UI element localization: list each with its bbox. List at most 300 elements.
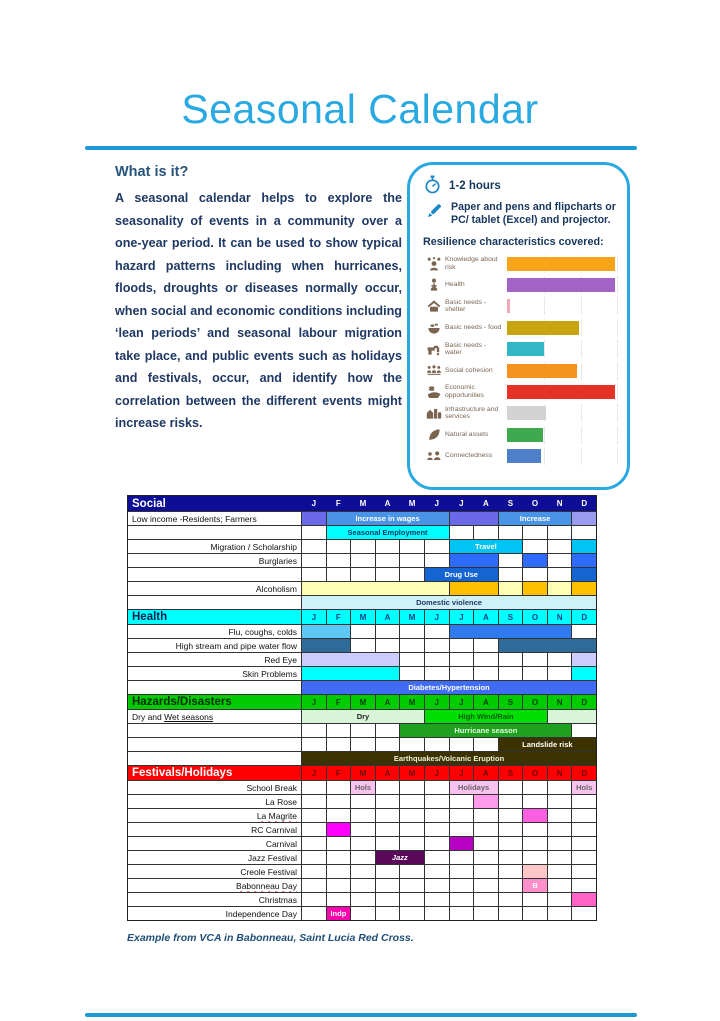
calendar-empty-cell <box>571 906 596 920</box>
calendar-empty-cell <box>473 892 498 906</box>
gridline <box>617 383 618 401</box>
calendar-empty-cell <box>449 525 474 539</box>
calendar-empty-cell <box>301 864 326 878</box>
calendar-empty-cell <box>522 567 547 581</box>
calendar-cell: B <box>522 878 547 892</box>
characteristic-row <box>423 296 618 317</box>
calendar-empty-cell <box>449 878 474 892</box>
section-header-row <box>128 609 596 624</box>
calendar-row <box>128 822 596 836</box>
calendar-empty-cell <box>350 624 375 638</box>
month-header-cell: F <box>326 765 351 780</box>
calendar-cell <box>522 581 547 595</box>
calendar-cell: Holidays <box>449 780 498 794</box>
characteristic-label: Natural assets <box>445 431 489 439</box>
calendar-empty-cell <box>424 539 449 553</box>
characteristic-label: Knowledge about risk <box>445 256 498 271</box>
calendar-empty-cell <box>498 864 523 878</box>
calendar-row <box>128 850 596 864</box>
characteristic-row <box>423 317 618 338</box>
month-header-cell: J <box>301 694 326 709</box>
infrastructure-icon <box>423 405 445 421</box>
calendar-empty-cell <box>350 808 375 822</box>
intro-heading: What is it? <box>115 164 189 180</box>
calendar-empty-cell <box>571 624 596 638</box>
calendar-empty-cell <box>449 906 474 920</box>
month-header-cell: A <box>473 694 498 709</box>
calendar-empty-cell <box>449 850 474 864</box>
calendar-empty-cell <box>571 808 596 822</box>
calendar-cell <box>449 553 498 567</box>
calendar-row <box>128 581 596 595</box>
calendar-empty-cell <box>498 525 523 539</box>
month-header-cell: A <box>473 765 498 780</box>
calendar-empty-cell <box>424 822 449 836</box>
calendar-cell <box>301 581 449 595</box>
calendar-empty-cell <box>326 878 351 892</box>
calendar-row <box>128 539 596 553</box>
calendar-row-label: Carnival <box>128 836 301 850</box>
calendar-empty-cell <box>350 723 375 737</box>
calendar-cell: Domestic violence <box>301 595 596 609</box>
calendar-empty-cell <box>473 878 498 892</box>
month-header-cell: A <box>473 496 498 511</box>
calendar-empty-cell <box>424 638 449 652</box>
calendar-row <box>128 553 596 567</box>
calendar-empty-cell <box>301 822 326 836</box>
calendar-empty-cell <box>326 892 351 906</box>
calendar-empty-cell <box>350 553 375 567</box>
stopwatch-icon <box>423 175 442 197</box>
month-header-cell: N <box>547 694 572 709</box>
month-header-cell: F <box>326 694 351 709</box>
calendar-empty-cell <box>449 892 474 906</box>
gridline <box>617 297 618 315</box>
calendar-empty-cell <box>301 780 326 794</box>
calendar-cell <box>301 652 399 666</box>
calendar-empty-cell <box>375 723 400 737</box>
info-box <box>407 162 630 490</box>
calendar-empty-cell <box>424 878 449 892</box>
month-header-cell: S <box>498 765 523 780</box>
calendar-row-label <box>128 680 301 694</box>
gridline <box>617 404 618 422</box>
calendar-empty-cell <box>399 666 424 680</box>
calendar-empty-cell <box>498 567 523 581</box>
month-header-cell: M <box>399 765 424 780</box>
month-header-cell: M <box>399 609 424 624</box>
calendar-empty-cell <box>326 808 351 822</box>
calendar-empty-cell <box>449 864 474 878</box>
calendar-empty-cell <box>473 737 498 751</box>
calendar-empty-cell <box>399 652 424 666</box>
calendar-empty-cell <box>547 892 572 906</box>
calendar-cell <box>449 624 572 638</box>
calendar-row <box>128 737 596 751</box>
calendar-empty-cell <box>424 666 449 680</box>
calendar-cell: Travel <box>449 539 523 553</box>
section-header-row <box>128 694 596 709</box>
calendar-empty-cell <box>547 525 572 539</box>
calendar-row-label: Christmas <box>128 892 301 906</box>
characteristic-bar-area <box>507 428 618 442</box>
characteristic-bar-area <box>507 278 618 292</box>
calendar-row <box>128 638 596 652</box>
characteristic-row <box>423 381 618 402</box>
calendar-empty-cell <box>399 624 424 638</box>
calendar-row-label: Low income -Residents; Farmers <box>128 511 301 525</box>
month-header-cell: S <box>498 694 523 709</box>
calendar-row <box>128 723 596 737</box>
calendar-cell <box>498 638 596 652</box>
calendar-row-label: Red Eye <box>128 652 301 666</box>
calendar-empty-cell <box>350 864 375 878</box>
characteristic-bar-area <box>507 449 618 463</box>
characteristic-bar <box>507 406 546 420</box>
calendar-empty-cell <box>522 794 547 808</box>
calendar-cell: High Wind/Rain <box>424 709 547 723</box>
shelter-icon <box>423 298 445 314</box>
calendar-row <box>128 666 596 680</box>
calendar-empty-cell <box>375 539 400 553</box>
calendar-empty-cell <box>424 737 449 751</box>
water-icon <box>423 341 445 357</box>
calendar-cell: Jazz <box>375 850 424 864</box>
month-header-cell: J <box>424 765 449 780</box>
calendar-row <box>128 906 596 920</box>
materials-row <box>423 201 618 227</box>
calendar-empty-cell <box>399 553 424 567</box>
calendar-empty-cell <box>375 892 400 906</box>
calendar-row-label: Migration / Scholarship <box>128 539 301 553</box>
calendar-cell <box>326 822 351 836</box>
calendar-empty-cell <box>399 808 424 822</box>
month-header-cell: M <box>350 694 375 709</box>
calendar-empty-cell <box>473 638 498 652</box>
month-header-cell: O <box>522 694 547 709</box>
calendar-empty-cell <box>375 864 400 878</box>
calendar-empty-cell <box>301 878 326 892</box>
calendar-empty-cell <box>424 836 449 850</box>
calendar-empty-cell <box>301 723 326 737</box>
calendar-empty-cell <box>399 822 424 836</box>
calendar-empty-cell <box>375 780 400 794</box>
calendar-empty-cell <box>301 836 326 850</box>
calendar-empty-cell <box>449 638 474 652</box>
calendar-cell: Diabetes/Hypertension <box>301 680 596 694</box>
characteristic-bar <box>507 321 579 335</box>
calendar-empty-cell <box>301 808 326 822</box>
calendar-empty-cell <box>399 794 424 808</box>
characteristic-bar-area <box>507 257 618 271</box>
characteristic-bar <box>507 364 577 378</box>
month-header-cell: J <box>301 609 326 624</box>
month-header-cell: A <box>375 694 400 709</box>
calendar-empty-cell <box>498 850 523 864</box>
section-title: Social <box>128 496 301 511</box>
month-header-cell: S <box>498 609 523 624</box>
calendar-empty-cell <box>350 539 375 553</box>
calendar-empty-cell <box>424 906 449 920</box>
calendar-empty-cell <box>473 864 498 878</box>
month-header-cell: J <box>449 765 474 780</box>
calendar-empty-cell <box>547 553 572 567</box>
calendar-row <box>128 525 596 539</box>
calendar-empty-cell <box>375 638 400 652</box>
calendar-row-label: La Magrite <box>128 808 301 822</box>
health-icon <box>423 277 445 293</box>
calendar-cell: Increase in wages <box>326 511 449 525</box>
calendar-empty-cell <box>301 737 326 751</box>
calendar-empty-cell <box>301 794 326 808</box>
section-header-row <box>128 496 596 511</box>
calendar-empty-cell <box>350 850 375 864</box>
calendar-row-label: School Break <box>128 780 301 794</box>
characteristic-row <box>423 253 618 274</box>
gridline <box>617 426 618 444</box>
calendar-row <box>128 652 596 666</box>
calendar-row <box>128 780 596 794</box>
gridline <box>544 447 545 465</box>
calendar-empty-cell <box>498 808 523 822</box>
calendar-cell <box>571 666 596 680</box>
month-header-cell: A <box>473 609 498 624</box>
calendar-empty-cell <box>399 638 424 652</box>
connectedness-icon <box>423 448 445 464</box>
seasonal-calendar-table <box>127 495 597 921</box>
calendar-empty-cell <box>424 850 449 864</box>
calendar-row <box>128 808 596 822</box>
calendar-cell: Dry <box>301 709 424 723</box>
calendar-empty-cell <box>547 878 572 892</box>
calendar-empty-cell <box>571 723 596 737</box>
calendar-empty-cell <box>375 794 400 808</box>
calendar-row-label <box>128 723 301 737</box>
calendar-empty-cell <box>399 780 424 794</box>
characteristic-label: Health <box>445 281 465 289</box>
calendar-empty-cell <box>326 864 351 878</box>
characteristic-label: Basic needs - water <box>445 341 487 357</box>
characteristic-row <box>423 424 618 445</box>
calendar-cell: Landslide risk <box>498 737 596 751</box>
month-header-cell: M <box>350 496 375 511</box>
calendar-row-label <box>128 595 301 609</box>
calendar-empty-cell <box>399 906 424 920</box>
calendar-empty-cell <box>375 878 400 892</box>
knowledge-about-risk-icon <box>423 256 445 272</box>
calendar-empty-cell <box>522 525 547 539</box>
calendar-empty-cell <box>301 567 326 581</box>
calendar-cell: Hurricane season <box>399 723 571 737</box>
calendar-row-label: Babonneau Day <box>128 878 301 892</box>
calendar-empty-cell <box>326 780 351 794</box>
calendar-empty-cell <box>399 539 424 553</box>
month-header-cell: M <box>350 765 375 780</box>
food-icon <box>423 320 445 336</box>
calendar-empty-cell <box>571 850 596 864</box>
month-header-cell: D <box>571 496 596 511</box>
calendar-empty-cell <box>424 553 449 567</box>
characteristic-label: Basic needs - food <box>445 324 502 332</box>
materials-label: Paper and pens and flipcharts or PC/ tablet (Excel) and projector. <box>451 201 616 226</box>
calendar-empty-cell <box>350 794 375 808</box>
calendar-empty-cell <box>522 892 547 906</box>
characteristic-bar-area <box>507 321 618 335</box>
intro-body: A seasonal calendar helps to explore the seasonality of events in a community over a one-year period. It can be used to show typical hazard patterns including when hurricanes, floods, droughts or diseases normally occur, when social and economic conditions including ‘lean periods’ and seasonal labour migration take place, and public events such as holidays and festivals, occur, and identify how the correlation between the different events might increase risks. <box>115 191 402 430</box>
gridline <box>617 255 618 273</box>
calendar-empty-cell <box>498 836 523 850</box>
calendar-empty-cell <box>424 892 449 906</box>
calendar-empty-cell <box>350 836 375 850</box>
calendar-row <box>128 709 596 723</box>
month-header-cell: J <box>424 496 449 511</box>
calendar-row <box>128 892 596 906</box>
calendar-cell <box>522 864 547 878</box>
characteristic-bar <box>507 342 544 356</box>
characteristic-row <box>423 360 618 381</box>
calendar-empty-cell <box>424 864 449 878</box>
calendar-row <box>128 864 596 878</box>
calendar-empty-cell <box>301 539 326 553</box>
characteristic-bar <box>507 449 541 463</box>
calendar-empty-cell <box>473 836 498 850</box>
month-header-cell: N <box>547 609 572 624</box>
calendar-empty-cell <box>301 525 326 539</box>
calendar-empty-cell <box>547 539 572 553</box>
calendar-empty-cell <box>350 892 375 906</box>
month-header-cell: M <box>350 609 375 624</box>
social-cohesion-icon <box>423 363 445 379</box>
calendar-empty-cell <box>522 780 547 794</box>
calendar-empty-cell <box>571 878 596 892</box>
section-title: Festivals/Holidays <box>128 765 301 780</box>
characteristic-bar-area <box>507 364 618 378</box>
month-header-cell: N <box>547 765 572 780</box>
month-header-cell: S <box>498 496 523 511</box>
month-header-cell: J <box>424 609 449 624</box>
month-header-cell: A <box>375 496 400 511</box>
calendar-empty-cell <box>399 737 424 751</box>
characteristic-bar-area <box>507 342 618 356</box>
calendar-empty-cell <box>571 822 596 836</box>
month-header-cell: J <box>449 694 474 709</box>
calendar-row <box>128 794 596 808</box>
calendar-cell <box>571 539 596 553</box>
month-header-cell: O <box>522 765 547 780</box>
month-header-cell: A <box>375 609 400 624</box>
gridline <box>581 447 582 465</box>
calendar-empty-cell <box>326 723 351 737</box>
calendar-row-label <box>128 751 301 765</box>
calendar-empty-cell <box>449 794 474 808</box>
characteristic-label: Connectedness <box>445 452 493 460</box>
calendar-empty-cell <box>375 836 400 850</box>
calendar-cell <box>571 511 596 525</box>
calendar-empty-cell <box>301 850 326 864</box>
calendar-empty-cell <box>350 822 375 836</box>
calendar-empty-cell <box>547 794 572 808</box>
calendar-empty-cell <box>547 666 572 680</box>
characteristic-bar-area <box>507 385 618 399</box>
month-header-cell: O <box>522 609 547 624</box>
gridline <box>581 404 582 422</box>
calendar-empty-cell <box>375 808 400 822</box>
characteristic-label: Infrastructure and services <box>445 405 499 421</box>
calendar-empty-cell <box>449 652 474 666</box>
section-title: Hazards/Disasters <box>128 694 301 709</box>
calendar-empty-cell <box>473 808 498 822</box>
calendar-row-label: Creole Festival <box>128 864 301 878</box>
calendar-row-label: Independence Day <box>128 906 301 920</box>
characteristic-bar <box>507 299 510 313</box>
calendar-empty-cell <box>547 850 572 864</box>
calendar-cell <box>571 652 596 666</box>
calendar-row-label: Flu, coughs, colds <box>128 624 301 638</box>
calendar-row <box>128 751 596 765</box>
month-header-cell: D <box>571 609 596 624</box>
economic-opportunities-icon <box>423 384 445 400</box>
calendar-empty-cell <box>326 567 351 581</box>
calendar-row <box>128 567 596 581</box>
calendar-empty-cell <box>301 892 326 906</box>
calendar-row-label: Dry and Wet seasons <box>128 709 301 723</box>
calendar-cell <box>547 581 572 595</box>
calendar-empty-cell <box>522 652 547 666</box>
calendar-row-label <box>128 567 301 581</box>
calendar-empty-cell <box>498 878 523 892</box>
calendar-row-label: Alcoholism <box>128 581 301 595</box>
calendar-empty-cell <box>498 666 523 680</box>
month-header-cell: J <box>449 609 474 624</box>
natural-assets-icon <box>423 427 445 443</box>
resilience-heading: Resilience characteristics covered: <box>423 236 604 248</box>
calendar-row <box>128 595 596 609</box>
gridline <box>581 319 582 337</box>
calendar-empty-cell <box>522 836 547 850</box>
calendar-empty-cell <box>424 794 449 808</box>
calendar-empty-cell <box>571 794 596 808</box>
calendar-empty-cell <box>498 892 523 906</box>
month-header-cell: D <box>571 765 596 780</box>
calendar-empty-cell <box>449 808 474 822</box>
calendar-empty-cell <box>424 652 449 666</box>
gridline <box>544 340 545 358</box>
characteristic-label: Basic needs - shelter <box>445 298 487 314</box>
calendar-empty-cell <box>547 822 572 836</box>
section-header-row <box>128 765 596 780</box>
calendar-empty-cell <box>326 553 351 567</box>
calendar-row <box>128 624 596 638</box>
page-title: Seasonal Calendar <box>181 86 539 132</box>
month-header-cell: J <box>424 694 449 709</box>
calendar-empty-cell <box>375 624 400 638</box>
characteristic-row <box>423 446 618 467</box>
calendar-row-label: RC Carnival <box>128 822 301 836</box>
calendar-empty-cell <box>449 822 474 836</box>
calendar-cell <box>301 511 326 525</box>
calendar-empty-cell <box>473 906 498 920</box>
calendar-empty-cell <box>522 850 547 864</box>
gridline <box>581 297 582 315</box>
characteristic-bar-area <box>507 406 618 420</box>
calendar-row-label: Burglaries <box>128 553 301 567</box>
calendar-cell: Hols <box>350 780 375 794</box>
calendar-empty-cell <box>399 864 424 878</box>
calendar-empty-cell <box>375 567 400 581</box>
calendar-empty-cell <box>350 567 375 581</box>
gridline <box>544 426 545 444</box>
calendar-empty-cell <box>375 906 400 920</box>
